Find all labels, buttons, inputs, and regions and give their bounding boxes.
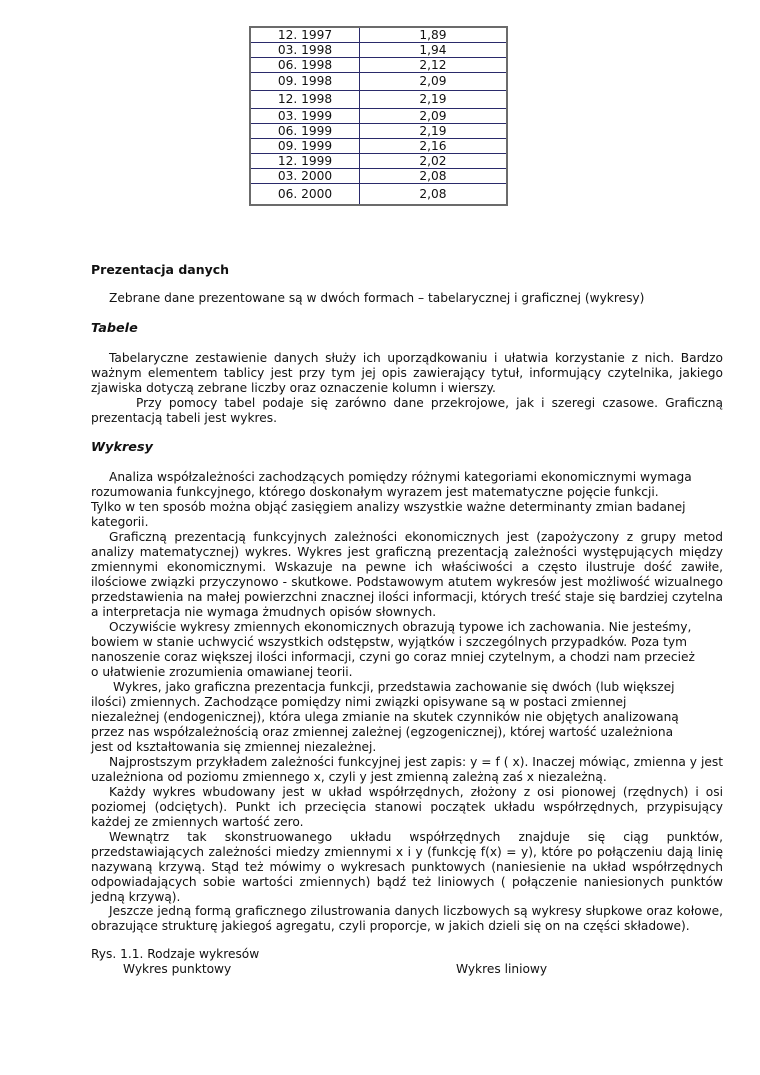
value-cell: 2,12 xyxy=(360,58,508,73)
date-cell: 06. 1998 xyxy=(250,58,360,73)
paragraph-charts-4 xyxy=(91,680,723,755)
heading-tables: Tabele xyxy=(91,321,138,336)
value-cell: 2,08 xyxy=(360,169,508,184)
paragraph-charts-8 xyxy=(91,904,723,934)
date-cell: 06. 2000 xyxy=(250,184,360,206)
paragraph-text: Przy pomocy tabel podaje się zarówno dane przekrojowe, jak i szeregi czasowe. Graficzną prezentacją tabeli jest wykres. xyxy=(91,396,723,425)
value-cell: 1,94 xyxy=(360,43,508,58)
paragraph-line: ilości) zmiennych. Zachodzące pomiędzy nimi związki opisywane są w postaci zmiennej xyxy=(91,695,627,709)
value-cell: 2,16 xyxy=(360,139,508,154)
paragraph-charts-6 xyxy=(91,785,723,830)
paragraph-line: Analiza współzależności zachodzących pomiędzy różnymi kategoriami ekonomicznymi wymaga xyxy=(109,470,692,484)
date-cell: 03. 1998 xyxy=(250,43,360,58)
paragraph-text: Wewnątrz tak skonstruowanego układu współrzędnych znajduje się ciąg punktów, przedstawiających zależności miedzy zmiennymi x i y (funkcję f(x) = y), które po połączeniu dają linię nazywaną krzywą. Stąd też mówimy o wykresach punktowych (naniesienie na układ współrzędnych odpowiadających sobie wartości zmiennych) bądź też liniowych ( połączenie naniesionych punktów jedną krzywą). xyxy=(91,830,723,904)
paragraph-line: Oczywiście wykresy zmiennych ekonomicznych obrazują typowe ich zachowania. Nie jesteśmy, xyxy=(109,620,692,634)
date-cell: 03. 2000 xyxy=(250,169,360,184)
paragraph-charts-2 xyxy=(91,530,723,620)
date-cell: 03. 1999 xyxy=(250,109,360,124)
date-cell: 12. 1999 xyxy=(250,154,360,169)
figure-caption: Rys. 1.1. Rodzaje wykresów xyxy=(91,947,260,961)
value-cell: 2,02 xyxy=(360,154,508,169)
figure-right-label: Wykres liniowy xyxy=(456,962,548,976)
paragraph-text: Graficzną prezentacją funkcyjnych zależności ekonomicznych jest (zapożyczony z grupy metod analizy matematycznej) wykres. Wykres jest graficzną prezentacją zależności występujących między zmiennymi ekonomicznymi. Wskazuje na pewne ich właściwości a często ilustruje dość zawiłe, ilościowe związki przyczynowo - skutkowe. Podstawowym atutem wykresów jest możliwość wizualnego przedstawienia na małej powierzchni znacznej ilości informacji, których treść staje się bardziej czytelna a interpretacja nie wymaga żmudnych opisów słownych. xyxy=(91,530,723,619)
value-cell: 2,08 xyxy=(360,184,508,206)
table-row xyxy=(250,27,507,43)
table-row xyxy=(250,154,507,169)
heading-presentation: Prezentacja danych xyxy=(91,262,230,277)
paragraph-text: Jeszcze jedną formą graficznego zilustrowania danych liczbowych są wykresy słupkowe oraz kołowe, obrazujące strukturę jakiegoś agregatu, czyli proporcje, w jakich dzieli się on na części składowe). xyxy=(91,904,723,933)
table-row xyxy=(250,169,507,184)
paragraph-intro xyxy=(91,291,723,306)
paragraph-line: Tylko w ten sposób można objąć zasięgiem analizy wszystkie ważne determinanty zmian badanej xyxy=(91,500,686,514)
paragraph-line: Wykres, jako graficzna prezentacja funkcji, przedstawia zachowanie się dwóch (lub większej xyxy=(113,680,675,694)
paragraph-tables-2 xyxy=(91,396,723,426)
data-table xyxy=(249,26,508,206)
table-row xyxy=(250,184,507,206)
paragraph-charts-1 xyxy=(91,470,723,530)
paragraph-text: Najprostszym przykładem zależności funkcyjnej jest zapis: y = f ( x). Inaczej mówiąc, zmienna y jest uzależniona od poziomu zmiennego x, czyli y jest zmienną zależną zaś x niezależną. xyxy=(91,755,723,784)
paragraph-text: Każdy wykres wbudowany jest w układ współrzędnych, złożony z osi pionowej (rzędnych) i osi poziomej (odciętych). Punkt ich przecięcia stanowi początek układu współrzędnych, przypisujący każdej ze zmiennych wartość zero. xyxy=(91,785,723,829)
table-row xyxy=(250,109,507,124)
paragraph-charts-7 xyxy=(91,830,723,905)
table-row xyxy=(250,43,507,58)
date-cell: 09. 1999 xyxy=(250,139,360,154)
figure-left-label: Wykres punktowy xyxy=(123,962,232,976)
paragraph-text: Tabelaryczne zestawienie danych służy ich uporządkowaniu i ułatwia korzystanie z nich. Bardzo ważnym elementem tablicy jest przy tym jej opis zawierający tytuł, informujący czytelnika, jakiego zjawiska dotyczą zebrane liczby oraz oznaczenie kolumn i wierszy. xyxy=(91,351,723,395)
table-row xyxy=(250,73,507,91)
paragraph-line: o ułatwienie zrozumienia omawianej teorii. xyxy=(91,665,353,679)
table-row xyxy=(250,58,507,73)
date-cell: 12. 1998 xyxy=(250,91,360,109)
paragraph-line: rozumowania funkcyjnego, którego doskonałym wyrazem jest matematyczne pojęcie funkcji. xyxy=(91,485,659,499)
value-cell: 2,09 xyxy=(360,73,508,91)
paragraph-line: jest od kształtowania się zmiennej niezależnej. xyxy=(91,740,377,754)
paragraph-tables-1 xyxy=(91,351,723,396)
paragraph-line: nanoszenie coraz większej ilości informacji, czyni go coraz mniej czytelnym, a chodzi nam przecież xyxy=(91,650,695,664)
paragraph-line: kategorii. xyxy=(91,515,149,529)
date-cell: 12. 1997 xyxy=(250,27,360,43)
paragraph-line: przez nas współzależnością oraz zmiennej zależnej (egzogenicznej), której wartość uzależniona xyxy=(91,725,674,739)
date-cell: 06. 1999 xyxy=(250,124,360,139)
paragraph-line: niezależnej (endogenicznej), która ulega zmianie na skutek czynników nie objętych analizowaną xyxy=(91,710,679,724)
date-cell: 09. 1998 xyxy=(250,73,360,91)
table-row xyxy=(250,124,507,139)
table-row xyxy=(250,139,507,154)
table-row xyxy=(250,91,507,109)
intro-text: Zebrane dane prezentowane są w dwóch formach – tabelarycznej i graficznej (wykresy) xyxy=(109,291,645,305)
paragraph-charts-5 xyxy=(91,755,723,785)
value-cell: 2,19 xyxy=(360,124,508,139)
heading-charts: Wykresy xyxy=(91,440,153,455)
value-cell: 2,19 xyxy=(360,91,508,109)
value-cell: 2,09 xyxy=(360,109,508,124)
value-cell: 1,89 xyxy=(360,27,508,43)
paragraph-line: bowiem w stanie uchwycić wszystkich odstępstw, wyjątków i szczególnych przypadków. Poza tym xyxy=(91,635,688,649)
paragraph-charts-3 xyxy=(91,620,723,680)
